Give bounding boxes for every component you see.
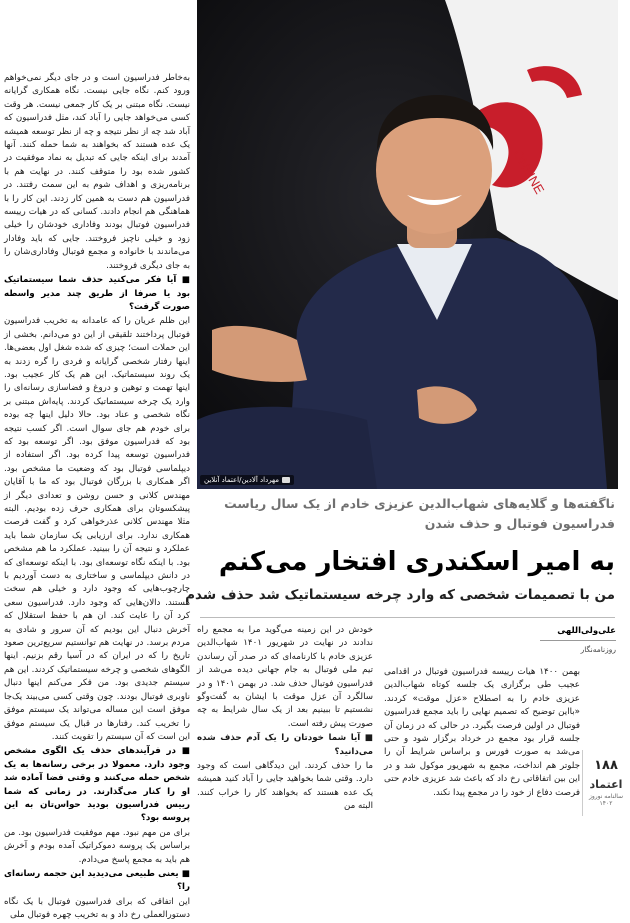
issue-label: سالنامه نوروز ۱۴۰۲ [588,793,624,807]
portrait-photo [197,0,618,489]
article-headline: به امیر اسکندری افتخار می‌کنم [218,547,615,577]
page-number: ۱۸۸ [594,758,618,773]
photo-credit: مهرداد آلادین/اعتماد آنلاین [200,475,294,485]
divider [200,617,615,618]
paragraph: برای من مهم نبود. مهم موفقیت فدراسیون بود. من براساس یک پروسه دموکراتیک آمده بودم و آخرش هم باید به مجمع پاسخ می‌دادم. [4,827,190,865]
interview-question: ■ آیا فکر می‌کنید حذف شما سیستماتیک بود یا صرفا از طریق چند مدیر واسطه صورت گرفت؟ [4,275,190,312]
left-text-column [4,72,190,921]
paragraph: ما را حذف کردند. این دیدگاهی است که وجود دارد. وقتی شما بخواهید جایی را آباد کنید همیشه یک عده هستند که بخواهند کار را خراب کنند. البته من [197,761,373,812]
author-name: علی‌ولی‌اللهی [557,626,616,636]
interview-question: ■ آیا شما خودتان را یک آدم حذف شده می‌دانید؟ [197,733,373,757]
flag-text: ONLINE [510,147,548,197]
magazine-mark [588,778,624,812]
interview-question: ■ در فرآیندهای حذف یک الگوی مشخص وجود دارد. معمولا در برخی رسانه‌ها به یک شخص حمله می‌کنند و وقتی فضا آماده شد او را کنار می‌گذارند. در زمانی که شما رییس فدراسیون بودید حواس‌تان به این پروسه بود؟ [4,746,190,824]
magazine-logo: اعتماد [589,778,623,791]
interview-question: ■ یعنی طبیعی می‌دیدید این حجمه رسانه‌ای را؟ [4,868,190,893]
author-role: روزنامه‌نگار [580,645,616,654]
article-deck: من با تصمیمات شخصی که وارد چرخه سیستماتیک شد حذف شدم [185,587,615,603]
divider [540,640,616,641]
intro-text-column: بهمن ۱۴۰۰ هیات رییسه فدراسیون فوتبال در اقدامی عجیب طی برگزاری یک جلسه کوتاه شهاب‌الدین عزیزی خادم را به اصطلاح «عزل موقت» کردند. «بااین توضیح که تصمیم نهایی را باید مجمع فدراسیون فوتبال در اولین فرصت بگیرد. در حالی که در زمان آن جلسه قرار بود مجمع در خرداد برگزار شود و حتی می‌شد به صورت فورس و براساس شرایط آن را جلوتر هم انداخت، مجمع به شهریور موکول شد و در این بین اتفاقاتی رخ داد که باعث شد عزیزی خادم حتی فرصت دفاع از خود را در مجمع پیدا نکند. [384,667,580,798]
paragraph: این ظلم عریان را که عامدانه به تخریب فدراسیون فوتبال پرداختند تلقیقی از این دو می‌دانم. بخشی از این حملات است؛ چیزی که شده شغل اول بعضی‌ها. اینها رفتار شخصی گرایانه و فردی را گره زدند به یک روند سیستماتیک. این هم یک کار عجیب بود. اینها تهمت و توهین و دروغ و فضاسازی رسانه‌ای را وارد یک چرخه سیستماتیک کردند. پایه‌اش مبتنی بر نگاه شخصی و عناد بود. حالا دلیل اینها چه بوده برای خودم هم جای سوال است. اگر کسب نتیجه بود که فدراسیون موفق بود. اگر توسعه بود که فدراسیون توسعه پیدا کرده بود. اگر استفاده از دیپلماسی فوتبال بود که وضعیت ما مشخص بود. اگر همکاری با بزرگان فوتبال بود که ما با آقایان مهندس کلانی و حسن روشن و تعدادی دیگر از پیشکسوتان برای همکاری حرف زده بودیم. البته مثلا مهندس کلانی عذرخواهی کرد و گفت فرصت همکاری ندارد. برای ارزیابی یک سازمان شما باید عملکرد و نتیجه آن را ببینید. عملکرد ما هم مشخص بود. با اینکه نگاه توسعه‌ای بود. با اینکه توسعه‌ای که در دانش دیپلماسی و ساختاری به دست آوردیم با چارچوب‌هایی که وجود دارد و خیلی هم سخت هستند. دالان‌هایی که وجود دارد. فدراسیون سعی کرد آن را عایت کند. ان هم با حفظ استقلال که آخرش دنبال این بودیم که آن سرور و شادی به مردم برسد. در نهایت هم توانستیم سریع‌ترین صعود تاریخ را که در ایران که در آسیا رقم بزنیم. اینها الگوهای شخصی و چرخه سیستماتیک کردند. این هم سیستم جدیدی بود. من فکر می‌کنم اینها دنبال ناوبری فوتبال بودند. چون وقتی کسی می‌بیند یک‌جا موفق است این مساله می‌تواند یک سیستم موفق را تخریب کند. رفتارها در قبال یک سیستم موفق این است که آن سیستم را تقویت کنند. [4,316,190,742]
divider [582,750,583,816]
middle-text-column [197,624,373,816]
paragraph: به‌خاطر فدراسیون است و در جای دیگر نمی‌خواهم ورود کنم. نگاه جایی نیست. نگاه همکاری گرایانه نیست. نگاه مبتنی بر یک کار جمعی نیست. هر وقت کسی می‌خواهد جایی را آباد کند، مثل فدراسیون که آباد شد چه از نظر نتیجه و چه از نظر توسعه همیشه یک عده هستند که بخواهند به شما حمله کنند. آنها آمدند برای اینکه جایی که تبدیل به نماد موفقیت در کشور شده بود را متوقف کنند. در نهایت هم با برنامه‌ریزی و اهداف شوم به این سمت رفتند. در فدراسیون هم دست به همین کار زدند. این کار را با هماهنگی هم انجام دادند. کسانی که در هیات رییسه فدراسیون فوتبال بودند وفاداری خودشان را خیلی زود و خیلی ناچیز فروختند. جایی که باید وفادار می‌ماندند با خانواده و مجمع فوتبال وفاداری‌شان را به جای دیگری فروختند. [4,73,190,271]
paragraph: این اتفاقی که برای فدراسیون فوتبال با یک نگاه دستورالعملی رخ داد و به تخریب چهره فوتبال ملی [4,896,190,921]
portrait-illustration [197,0,618,489]
paragraph: خودش در این زمینه می‌گوید مرا به مجمع راه ندادند در نهایت در شهریور ۱۴۰۱ شهاب‌الدین عزیزی خادم با کارنامه‌ای که در صدر آن رساندن تیم ملی فوتبال به جام جهانی دیده می‌شد از فدراسیون فوتبال حذف شد. در بهمن ۱۴۰۱ و در سالگرد آن عزل موقت با ایشان به گفت‌وگو نشستیم تا ببینیم بعد از یک سال شرایط به چه صورت پیش رفته است. [197,625,373,729]
byline [540,626,616,654]
camera-icon [282,477,290,483]
article-subhead: ناگفته‌ها و گلایه‌های شهاب‌الدین عزیزی خادم از یک سال ریاست فدراسیون فوتبال و حذف شدن [224,496,615,531]
